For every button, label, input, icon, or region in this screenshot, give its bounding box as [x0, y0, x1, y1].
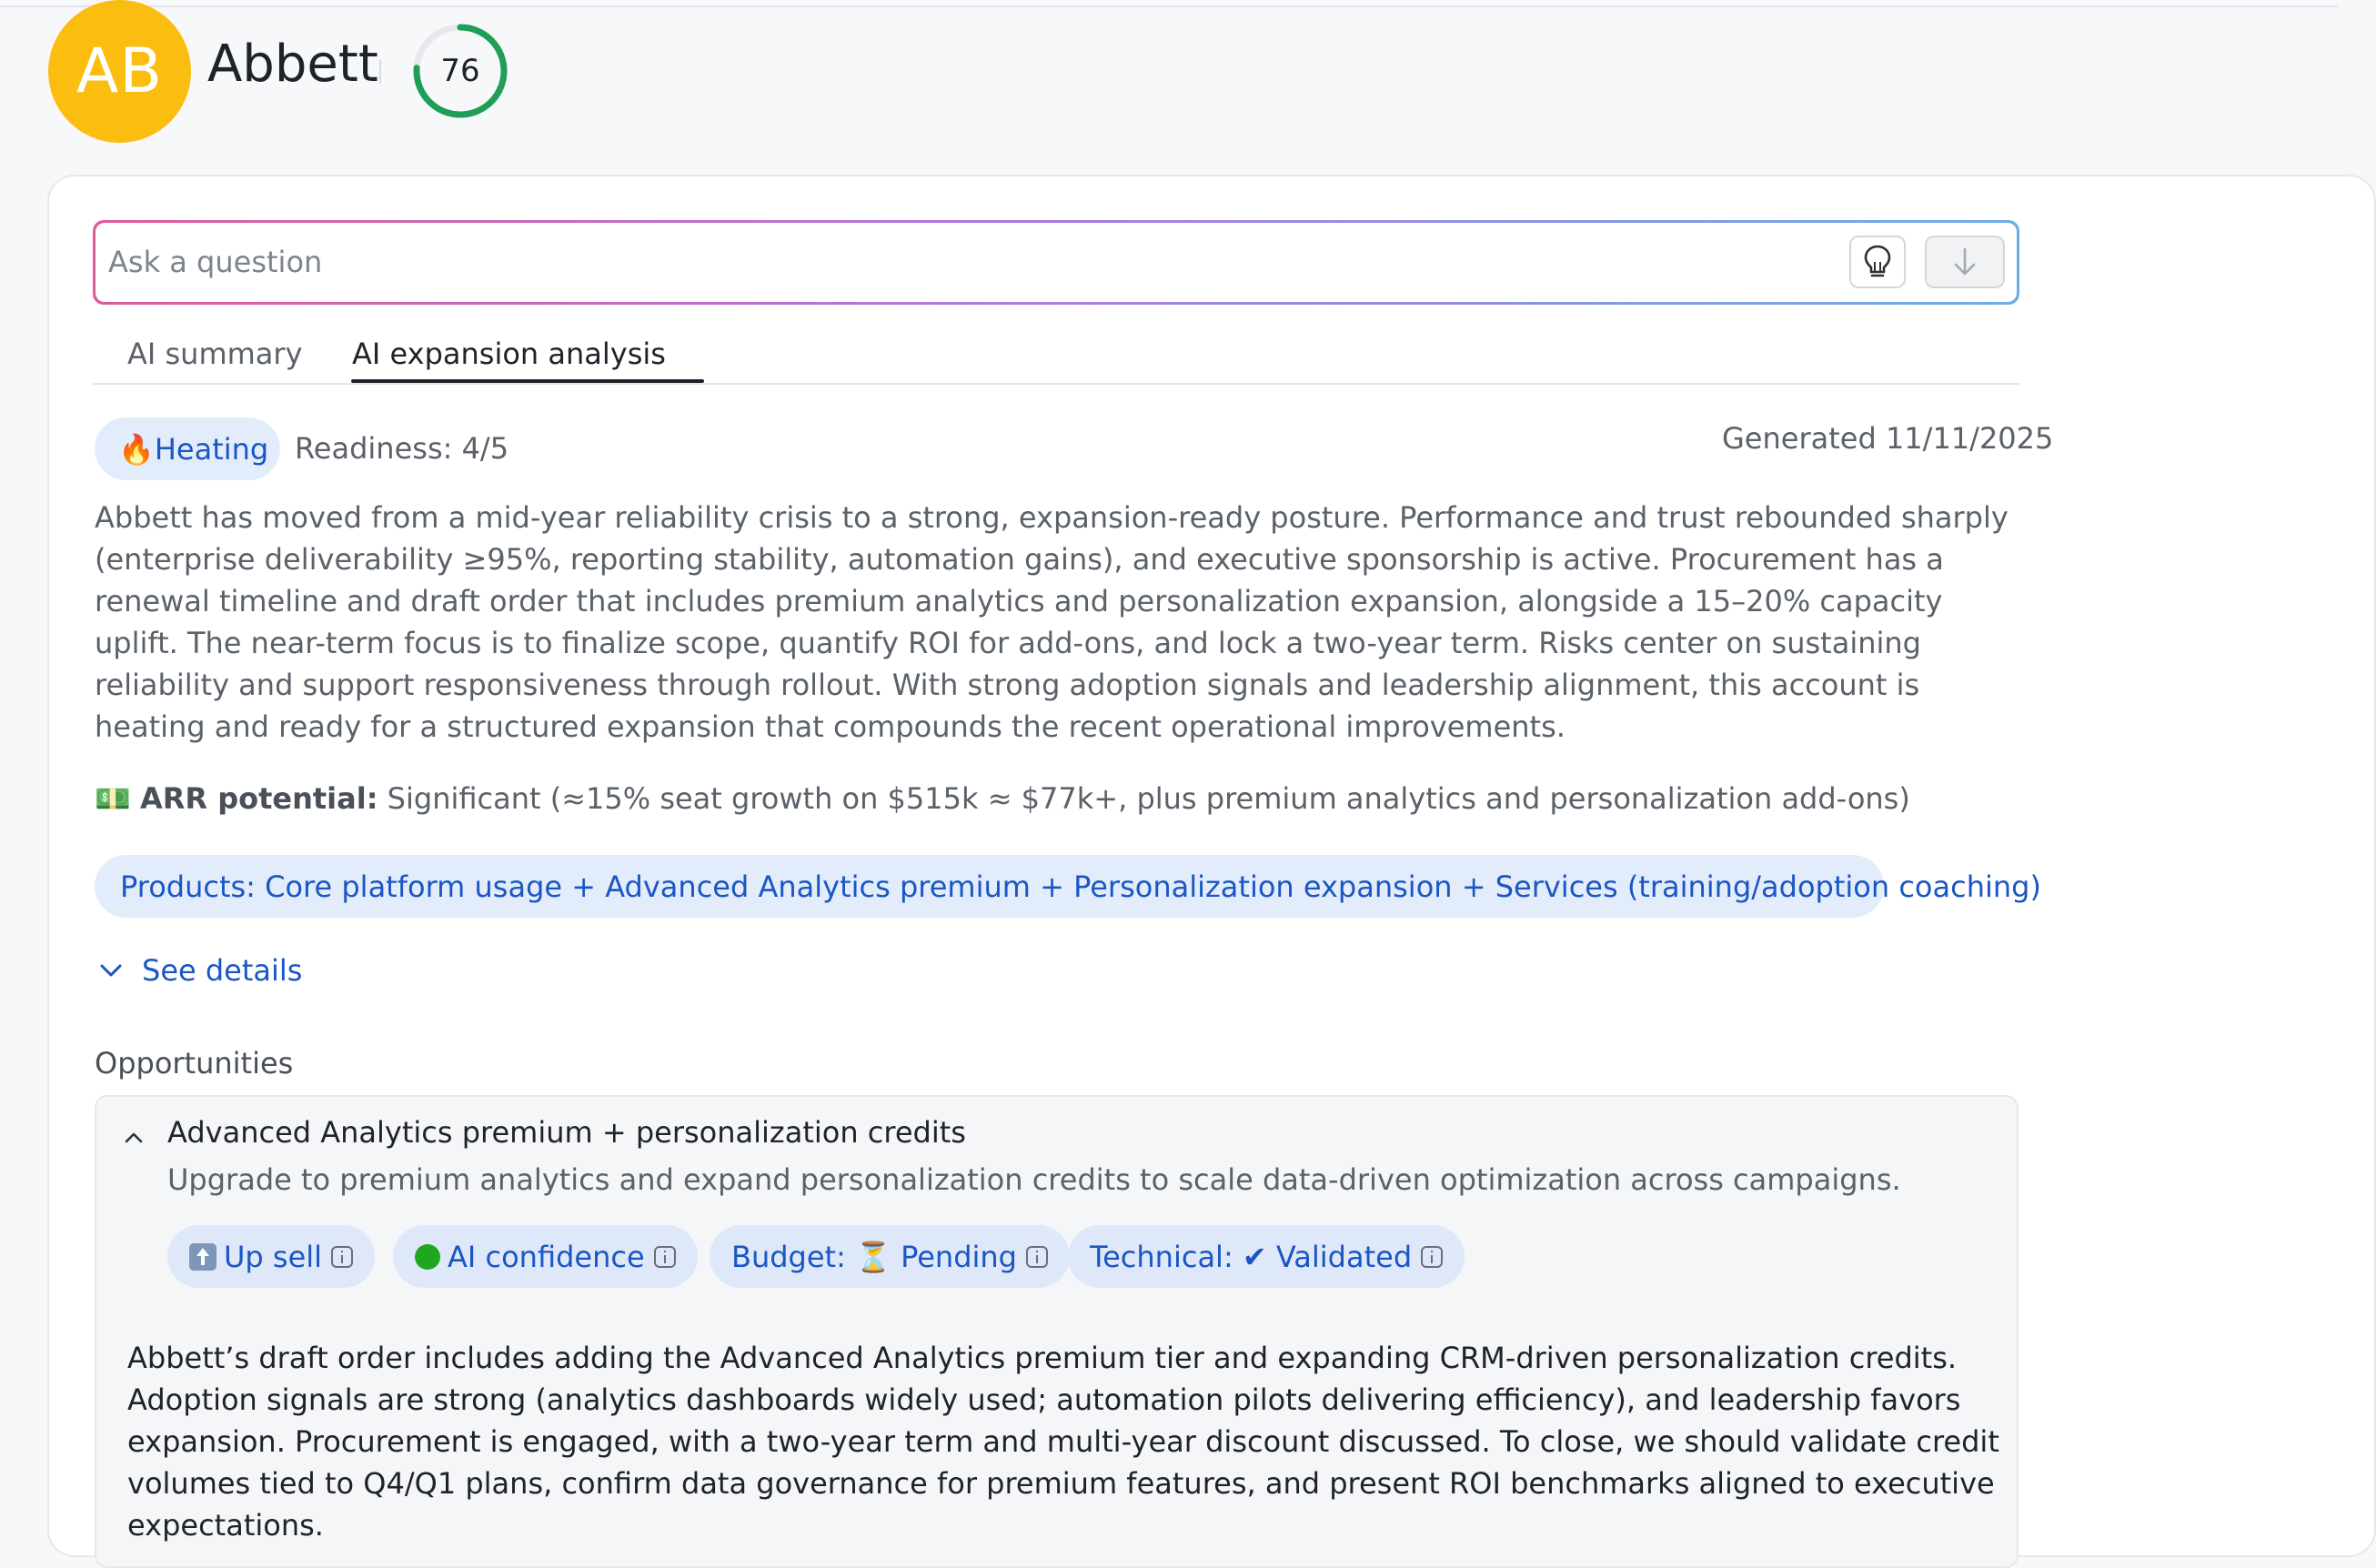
ai-confidence-tag	[393, 1225, 698, 1288]
ai-confidence-label: AI confidence	[448, 1239, 645, 1274]
health-score-ring	[411, 22, 509, 120]
summary-text: Abbett has moved from a mid-year reliability crisis to a strong, expansion-ready posture. Performance and trust rebounded sharply (enterprise deliverability ≥95%, reporting stability, automation gains), and executive sponsorship is active. Procurement has a renewal timeline and draft order that includes premium analytics and personalization expansion, alongside a 15–20% capacity uplift. The near-term focus is to finalize scope, quantify ROI for add-ons, and lock a two-year term. Risks center on sustaining reliability and support responsiveness through rollout. With strong adoption signals and leadership alignment, this account is heating and ready for a structured expansion that compounds the recent operational improvements.	[95, 500, 2009, 744]
ask-question-input[interactable]	[108, 236, 1818, 288]
technical-label: Technical: ✔ Validated	[1090, 1239, 1413, 1274]
active-tab-indicator	[351, 379, 704, 383]
generated-date: Generated 11/11/2025	[1722, 421, 2054, 456]
products-pill: Products: Core platform usage + Advanced Analytics premium + Personalization expansion + Services (training/adoption coaching)	[95, 855, 1884, 918]
arrow-down-icon	[1951, 246, 1978, 277]
technical-tag	[1068, 1225, 1465, 1288]
money-icon: 💵	[95, 781, 131, 816]
green-circle-icon	[415, 1244, 440, 1270]
opportunities-heading: Opportunities	[95, 1046, 294, 1081]
suggestions-button[interactable]	[1849, 236, 1906, 288]
info-icon[interactable]	[331, 1246, 353, 1268]
readiness-score: Readiness: 4/5	[295, 431, 509, 466]
tab-ai-summary[interactable]: AI summary	[127, 337, 303, 371]
info-icon[interactable]	[1421, 1246, 1443, 1268]
opportunity-description: Upgrade to premium analytics and expand personalization credits to scale data-driven optimization across campaigns.	[167, 1162, 1901, 1197]
budget-tag	[710, 1225, 1070, 1288]
chevron-up-icon[interactable]	[120, 1124, 147, 1151]
ask-box	[93, 220, 2019, 305]
budget-label: Budget: ⏳ Pending	[731, 1239, 1017, 1274]
arr-value: Significant (≈15% seat growth on $515k ≈ $77k+, plus premium analytics and personalization add-ons)	[387, 781, 1910, 816]
up-arrow-icon	[189, 1243, 216, 1271]
info-icon[interactable]	[654, 1246, 676, 1268]
health-score-value: 76	[440, 53, 480, 89]
lightbulb-icon	[1862, 244, 1893, 280]
opportunity-body: Abbett’s draft order includes adding the Advanced Analytics premium tier and expanding CRM-driven personalization credits. Adoption signals are strong (analytics dashboards widely used; automation pilots delivering efficiency), and leadership favors expansion. Procurement is engaged, with a two-year term and multi-year discount discussed. To close, we should validate credit volumes tied to Q4/Q1 plans, confirm data governance for premium features, and present ROI benchmarks aligned to executive expectations.	[127, 1341, 1999, 1543]
upsell-label: Up sell	[224, 1239, 323, 1274]
arr-label: ARR potential:	[140, 781, 378, 816]
see-details-toggle[interactable]	[95, 953, 302, 988]
status-badge: 🔥Heating	[95, 417, 280, 480]
chevron-down-icon	[95, 954, 127, 987]
submit-button[interactable]	[1925, 236, 2005, 288]
avatar: AB	[48, 0, 191, 143]
upsell-tag	[167, 1225, 375, 1288]
tab-ai-expansion-analysis[interactable]: AI expansion analysis	[352, 337, 666, 371]
see-details-label[interactable]: See details	[142, 953, 303, 988]
info-icon[interactable]	[1026, 1246, 1048, 1268]
header-divider	[379, 60, 381, 84]
opportunity-title[interactable]: Advanced Analytics premium + personalization credits	[167, 1115, 966, 1150]
company-name: Abbett	[207, 35, 378, 94]
arr-potential	[95, 781, 1910, 816]
top-border	[0, 5, 2338, 7]
tab-bar	[93, 327, 2019, 385]
